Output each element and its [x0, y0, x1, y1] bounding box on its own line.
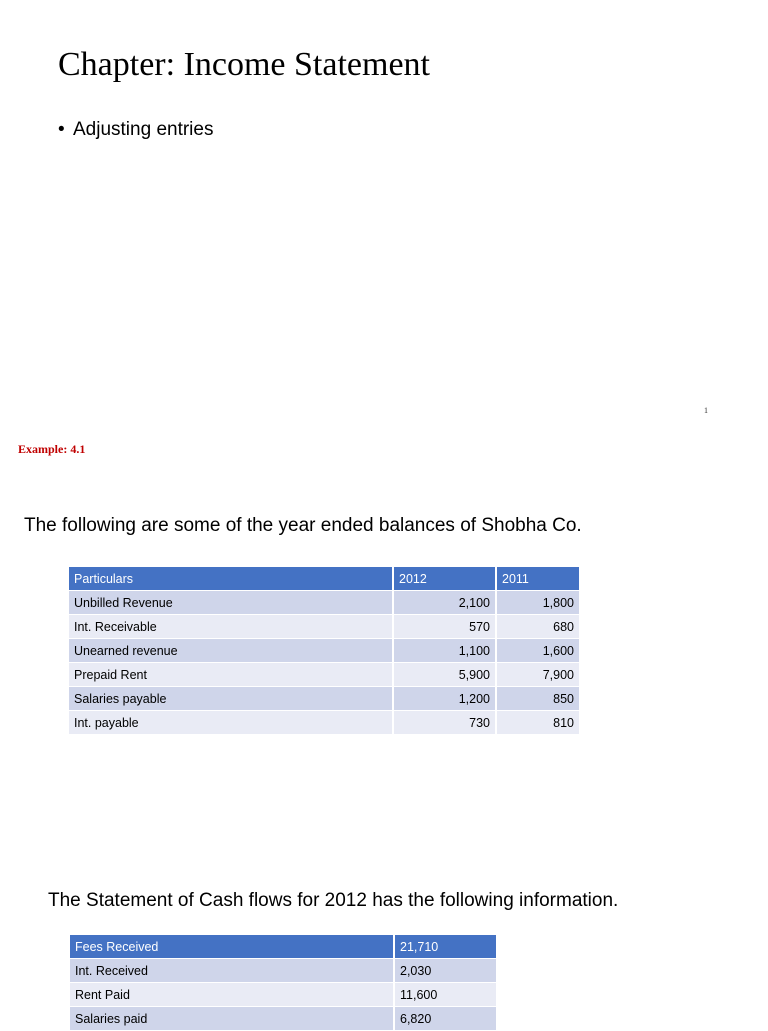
- value-2011: 680: [497, 615, 581, 639]
- row-label: Salaries payable: [69, 687, 394, 711]
- row-label: Prepaid Rent: [69, 663, 394, 687]
- row-label: Unearned revenue: [69, 639, 394, 663]
- column-header: Particulars: [69, 567, 394, 591]
- cashflow-intro: The Statement of Cash flows for 2012 has the following information.: [48, 890, 619, 911]
- bullet-text: Adjusting entries: [73, 119, 214, 140]
- value-2012: 1,200: [394, 687, 497, 711]
- slide-title: Chapter: Income Statement: [58, 46, 430, 83]
- table-row: [70, 959, 498, 983]
- value-2011: 1,800: [497, 591, 581, 615]
- row-label: Fees Received: [70, 935, 395, 959]
- row-value: 21,710: [395, 935, 498, 959]
- row-value: 6,820: [395, 1007, 498, 1031]
- value-2012: 2,100: [394, 591, 497, 615]
- table-row: [69, 615, 581, 639]
- value-2012: 5,900: [394, 663, 497, 687]
- bullet-item: [58, 118, 213, 142]
- column-header: 2012: [394, 567, 497, 591]
- bullet-dot-icon: •: [58, 119, 65, 140]
- balances-table: [69, 567, 581, 735]
- table-row: [70, 1007, 498, 1031]
- column-header: 2011: [497, 567, 581, 591]
- example-label: Example: 4.1: [18, 442, 86, 456]
- row-label: Salaries paid: [70, 1007, 395, 1031]
- value-2011: 810: [497, 711, 581, 735]
- value-2011: 1,600: [497, 639, 581, 663]
- row-value: 2,030: [395, 959, 498, 983]
- row-label: Int. Received: [70, 959, 395, 983]
- page-number: 1: [704, 406, 708, 415]
- table-row: [70, 983, 498, 1007]
- table-header-row: [70, 935, 498, 959]
- table-row: [69, 639, 581, 663]
- table-row: [69, 591, 581, 615]
- row-label: Int. payable: [69, 711, 394, 735]
- example-intro: The following are some of the year ended balances of Shobha Co.: [24, 515, 582, 536]
- row-label: Rent Paid: [70, 983, 395, 1007]
- value-2012: 1,100: [394, 639, 497, 663]
- table-row: [69, 711, 581, 735]
- value-2012: 570: [394, 615, 497, 639]
- cashflow-table: [70, 935, 498, 1031]
- table-header-row: [69, 567, 581, 591]
- table-row: [69, 687, 581, 711]
- value-2012: 730: [394, 711, 497, 735]
- table-row: [69, 663, 581, 687]
- value-2011: 7,900: [497, 663, 581, 687]
- row-label: Int. Receivable: [69, 615, 394, 639]
- value-2011: 850: [497, 687, 581, 711]
- row-value: 11,600: [395, 983, 498, 1007]
- row-label: Unbilled Revenue: [69, 591, 394, 615]
